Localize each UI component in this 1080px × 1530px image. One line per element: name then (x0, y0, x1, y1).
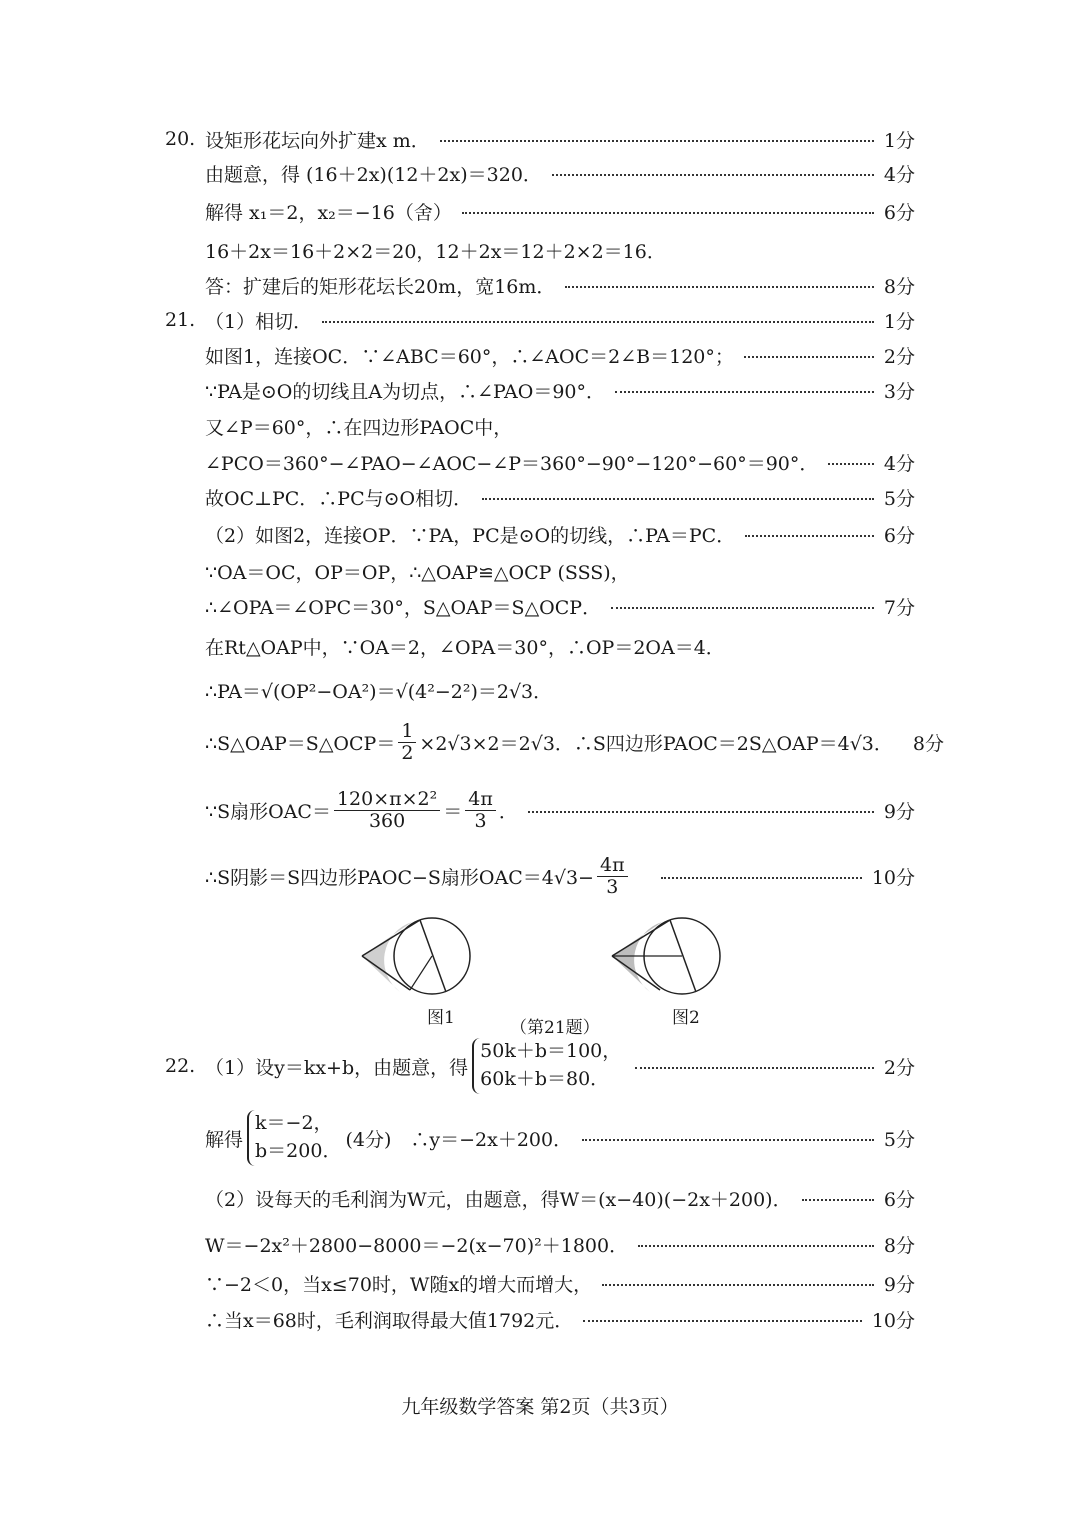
q21-area-line (205, 718, 944, 766)
q20-score-3: 6分 (883, 201, 915, 224)
q21-line-5 (205, 446, 915, 478)
q20-text-5: 答：扩建后的矩形花坛长20m，宽16m． (205, 275, 556, 298)
tangent-pc (612, 956, 660, 990)
q20-line-3 (205, 195, 915, 227)
fraction (597, 855, 628, 898)
q21-score-6: 5分 (883, 487, 915, 510)
tangent-pa (362, 920, 420, 956)
q20-score-1: 1分 (883, 129, 915, 152)
q21-score-3: 3分 (883, 380, 915, 403)
q22-text-2b: (4分) ∴y＝−2x＋200． (345, 1128, 573, 1151)
fraction-numerator: 120×π×2² (334, 789, 440, 811)
leader-dots (602, 1284, 874, 1286)
figure-1-diagram (350, 910, 475, 1000)
leader-dots (482, 498, 874, 500)
leader-dots (462, 212, 874, 214)
q21-line-3 (205, 374, 915, 406)
leader-dots (615, 391, 874, 393)
q21-shade-score: 10分 (871, 866, 915, 889)
fraction-denominator: 2 (401, 741, 414, 764)
solution-system (247, 1110, 341, 1165)
equation-system (472, 1038, 621, 1093)
q20-number: 20. (165, 128, 196, 150)
tangent-pc (362, 956, 410, 990)
q22-score-1: 2分 (883, 1056, 915, 1079)
q21-shade-text-a: ∴S阴影＝S四边形PAOC−S扇形OAC＝4√3− (205, 866, 594, 889)
q21-score-1: 1分 (883, 310, 915, 333)
fraction-numerator: 4π (465, 789, 496, 811)
q20-score-5: 8分 (883, 275, 915, 298)
q20-line-2 (205, 157, 915, 189)
q21-area-text-b: ×2√3×2＝2√3．∴S四边形PAOC＝2S△OAP＝4√3． (419, 732, 893, 755)
leader-dots (802, 1199, 874, 1201)
page-footer: 九年级数学答案 第2页（共3页） (401, 1396, 679, 1418)
tangent-pa (612, 920, 670, 956)
q20-line-4 (205, 234, 915, 266)
q20-text-4: 16＋2x＝16＋2×2＝20，12＋2x＝12＋2×2＝16． (205, 240, 666, 263)
solution-b: b＝200． (255, 1140, 342, 1162)
q22-line-4 (205, 1228, 915, 1260)
q21-text-5: ∠PCO＝360°−∠PAO−∠AOC−∠P＝360°−90°−120°−60°＝90°． (205, 452, 819, 475)
leader-dots (583, 1320, 862, 1322)
figure-2-caption: 图2 (672, 1008, 700, 1028)
q22-line-2 (205, 1110, 915, 1166)
q21-text-9: ∴∠OPA＝∠OPC＝30°，S△OAP＝S△OCP． (205, 596, 602, 619)
leader-dots (582, 1139, 874, 1141)
figure-2-diagram (600, 910, 725, 1000)
equation-1: 50k＋b＝100， (480, 1040, 622, 1063)
q21-score-7: 6分 (883, 524, 915, 547)
q21-line-4 (205, 410, 915, 442)
q21-text-11: ∴PA＝√(OP²−OA²)＝√(4²−2²)＝2√3． (205, 680, 553, 703)
q21-text-8: ∵OA＝OC，OP＝OP，∴△OAP≌△OCP (SSS)， (205, 561, 630, 584)
q20-text-1: 设矩形花坛向外扩建x m． (205, 129, 430, 152)
fraction-numerator: 4π (597, 855, 628, 877)
q21-line-6 (205, 481, 915, 513)
q21-text-6: 故OC⊥PC．∴PC与⊙O相切． (205, 487, 473, 510)
q22-line-3 (205, 1182, 915, 1214)
solution-k: k＝−2， (255, 1112, 333, 1135)
q21-text-3: ∵PA是⊙O的切线且A为切点，∴∠PAO＝90°． (205, 380, 606, 403)
fraction-denominator: 3 (606, 875, 619, 898)
q21-line-1 (165, 304, 915, 336)
q22-line-1 (165, 1038, 915, 1094)
q21-score-5: 4分 (883, 452, 915, 475)
q22-number: 22. (165, 1055, 196, 1077)
q21-area-text-a: ∴S△OAP＝S△OCP＝ (205, 732, 396, 755)
q22-text-2a: 解得 (205, 1128, 244, 1151)
q21-line-8 (205, 555, 915, 587)
leader-dots (635, 1067, 874, 1069)
leader-dots (638, 1245, 874, 1247)
q21-shade-line (205, 850, 915, 902)
leader-dots (322, 321, 874, 323)
q22-line-5 (205, 1267, 915, 1299)
q21-text-4: 又∠P＝60°，∴在四边形PAOC中， (205, 416, 513, 439)
q22-score-3: 6分 (883, 1188, 915, 1211)
q21-text-7: （2）如图2，连接OP．∵PA，PC是⊙O的切线，∴PA＝PC． (205, 524, 736, 547)
q21-sector-line (205, 784, 915, 836)
q21-score-2: 2分 (883, 345, 915, 368)
q22-score-2: 5分 (883, 1128, 915, 1151)
leader-dots (744, 356, 874, 358)
q21-sector-eq: ＝ (443, 800, 463, 823)
leader-dots (565, 286, 874, 288)
q22-line-6 (205, 1303, 915, 1335)
fraction-denominator: 3 (474, 809, 487, 832)
q20-line-5 (205, 269, 915, 301)
leader-dots (552, 174, 874, 176)
q22-text-3: （2）设每天的毛利润为W元，由题意，得W＝(x−40)(−2x＋200)． (205, 1188, 792, 1211)
q21-line-2 (205, 339, 915, 371)
fraction (465, 789, 496, 832)
q21-sector-text-a: ∵S扇形OAC＝ (205, 800, 331, 823)
q20-text-2: 由题意，得 (16＋2x)(12＋2x)＝320． (205, 163, 542, 186)
fraction-denominator: 360 (368, 809, 406, 832)
q21-score-9: 7分 (883, 596, 915, 619)
equation-2: 60k＋b＝80． (480, 1068, 610, 1090)
diameter-ab (420, 920, 446, 992)
radius-oc (410, 956, 432, 990)
q21-line-9 (205, 590, 915, 622)
q22-score-4: 8分 (883, 1234, 915, 1257)
q22-text-6: ∴当x＝68时，毛利润取得最大值1792元． (205, 1309, 574, 1332)
q21-line-7 (205, 518, 915, 550)
q20-line-1 (165, 123, 915, 155)
q22-text-4: W＝−2x²＋2800−8000＝−2(x−70)²＋1800． (205, 1234, 629, 1257)
figure-1-caption: 图1 (427, 1008, 455, 1028)
q21-sector-end: ． (498, 800, 518, 823)
q20-text-3: 解得 x₁＝2，x₂＝−16（舍） (205, 201, 452, 224)
leader-dots (661, 877, 862, 879)
q21-area-score: 8分 (912, 732, 944, 755)
figure-title: （第21题） (510, 1018, 600, 1038)
fraction-numerator: 1 (398, 721, 416, 743)
fraction (398, 721, 416, 764)
q21-number: 21. (165, 309, 196, 331)
leader-dots (611, 607, 874, 609)
leader-dots (745, 535, 874, 537)
leader-dots (828, 463, 874, 465)
q21-text-1: （1）相切． (205, 310, 313, 333)
q20-score-2: 4分 (883, 163, 915, 186)
q21-text-10: 在Rt△OAP中，∵OA＝2，∠OPA＝30°，∴OP＝2OA＝4． (205, 636, 725, 659)
q22-text-5: ∵−2＜0，当x≤70时，W随x的增大而增大， (205, 1273, 593, 1296)
leader-dots (528, 811, 874, 813)
q22-text-1: （1）设y＝kx+b，由题意，得 (205, 1056, 469, 1079)
q21-line-10 (205, 630, 915, 662)
fraction (334, 789, 440, 832)
q21-line-11 (205, 674, 915, 706)
q22-score-5: 9分 (883, 1273, 915, 1296)
q22-score-6: 10分 (871, 1309, 915, 1332)
q21-sector-score: 9分 (883, 800, 915, 823)
leader-dots (440, 140, 874, 142)
q21-text-2: 如图1，连接OC．∵∠ABC＝60°，∴∠AOC＝2∠B＝120°； (205, 345, 734, 368)
